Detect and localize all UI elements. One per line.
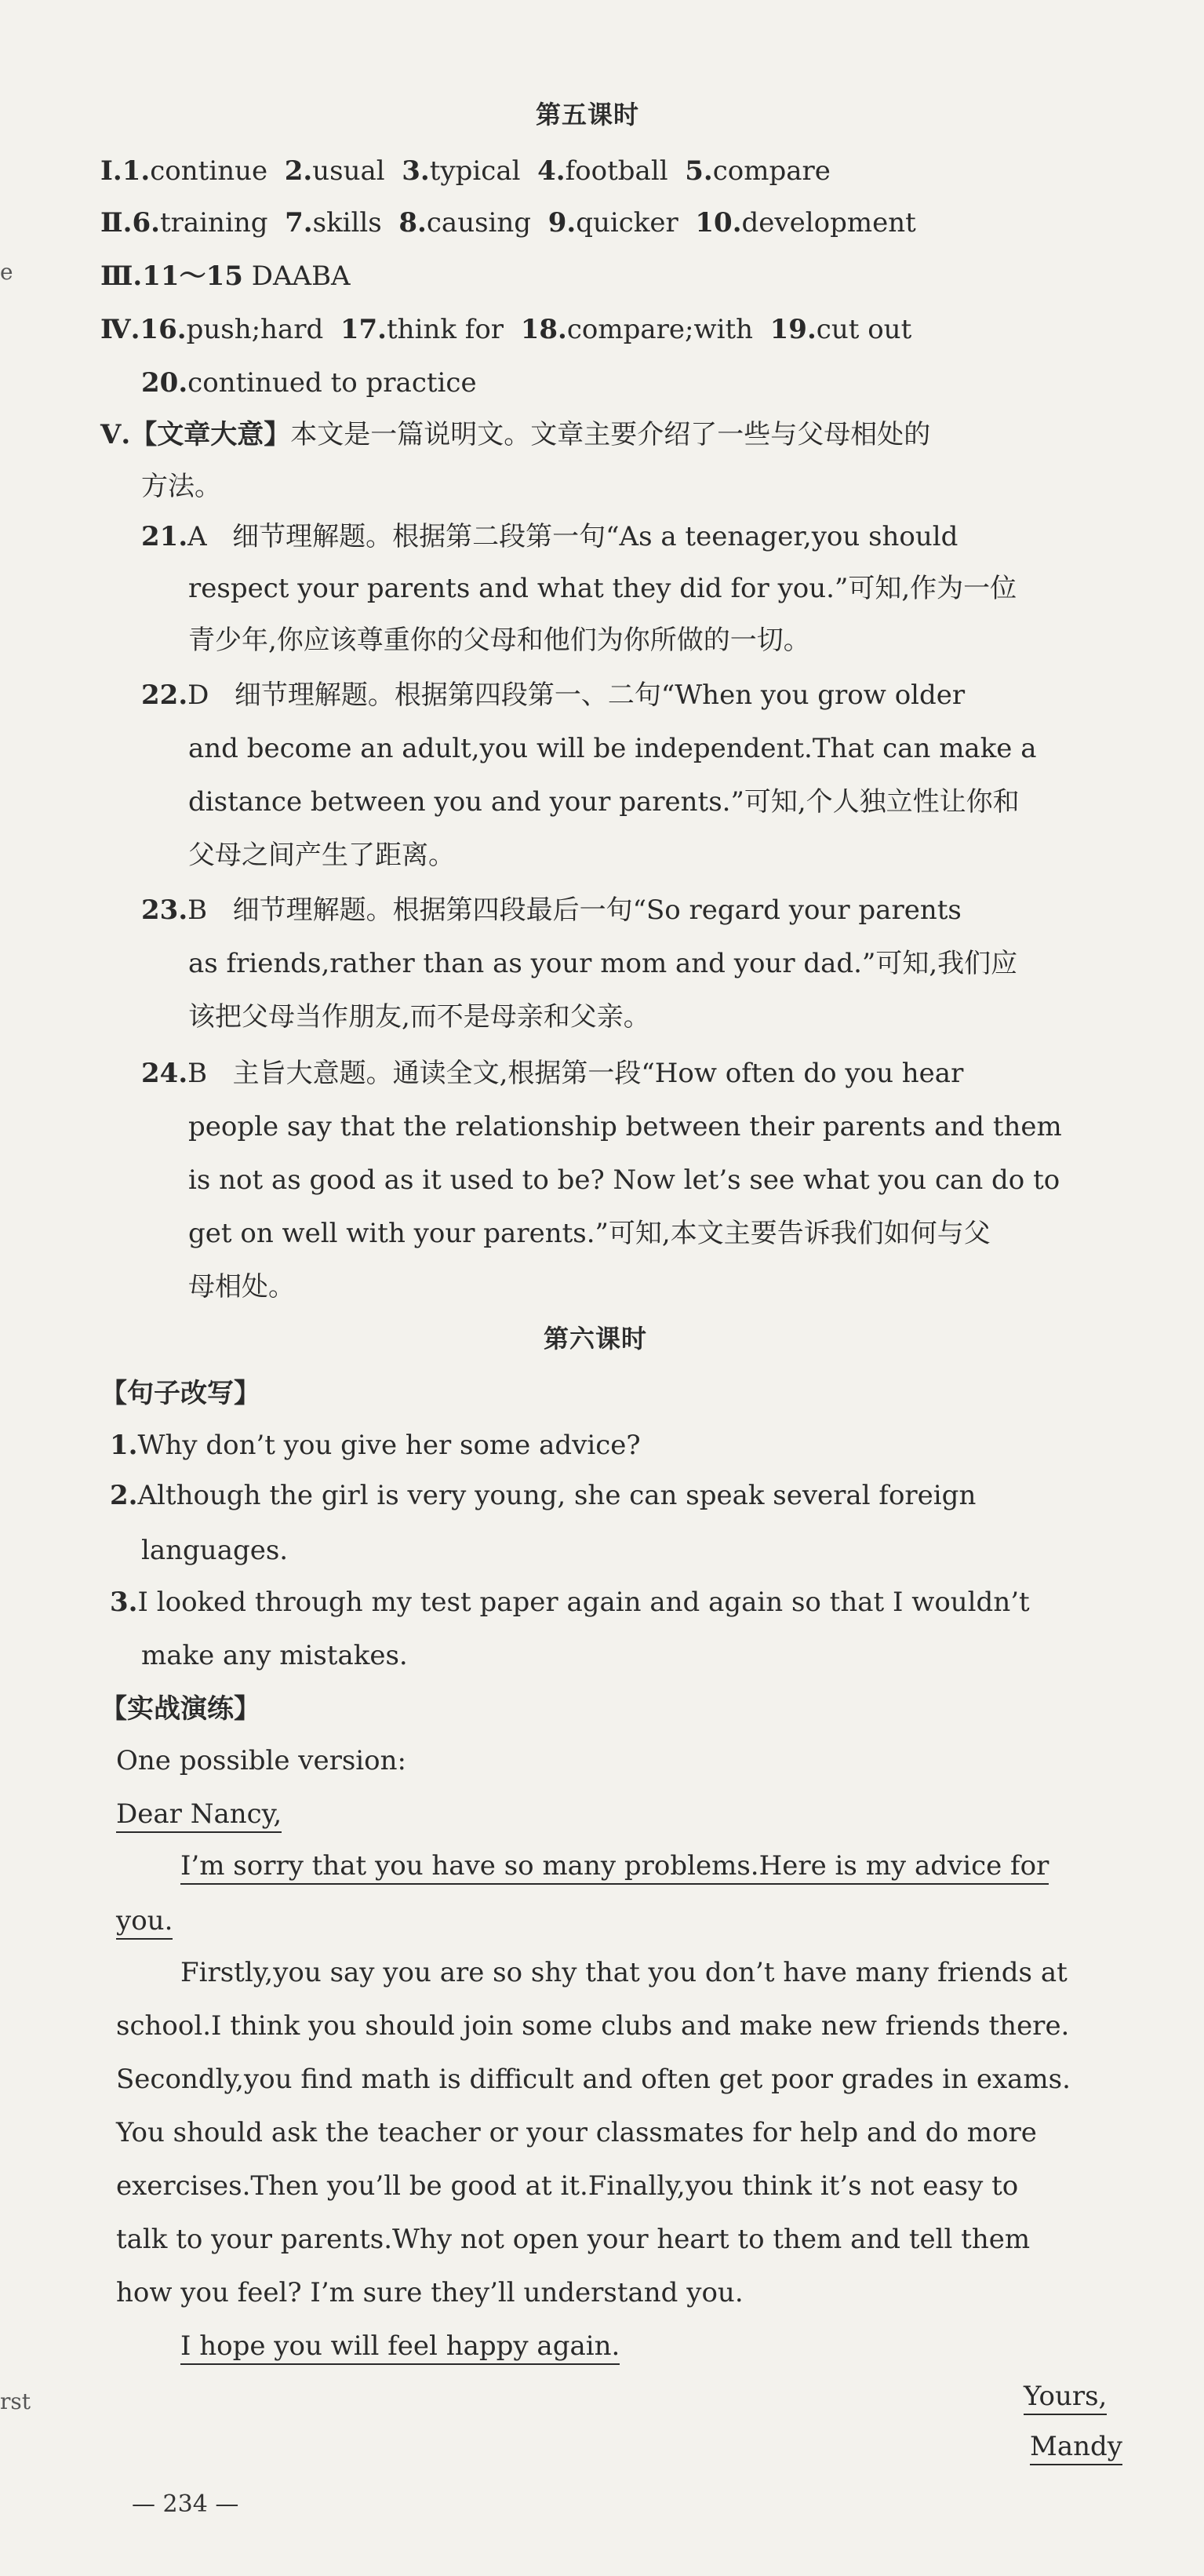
answer-number: 9.: [547, 207, 577, 239]
section-3-label: Ⅲ.: [100, 261, 143, 292]
letter-p3: [180, 2329, 620, 2363]
q24-line-4: get on well with your parents.”可知,本文主要告诉我们如何与父: [188, 1218, 991, 1249]
q23-line-1: [141, 893, 962, 927]
answer-text: continue: [150, 155, 268, 187]
letter-signature: [1030, 2429, 1122, 2464]
sentence-text: Why don’t you give her some advice?: [137, 1430, 641, 1461]
answer-text: causing: [426, 207, 532, 239]
section-5-summary: [100, 417, 930, 452]
section-5-summary-cont: 方法。: [141, 471, 221, 502]
q21-line-1: [141, 519, 958, 554]
rewrite-2-line-2: languages.: [141, 1535, 289, 1566]
answer-number: 16.: [140, 314, 187, 345]
answer-text: cut out: [816, 314, 912, 345]
section-4-label: Ⅳ.: [100, 314, 140, 345]
rewrite-2-line-1: [110, 1478, 976, 1513]
question-number: 24.: [141, 1058, 188, 1089]
answer-number: 7.: [285, 207, 313, 239]
answer-text: quicker: [576, 207, 678, 239]
question-answer: B: [187, 1058, 208, 1089]
sentence-number: 1.: [110, 1430, 138, 1461]
section-3-line: [100, 259, 351, 293]
sentence-number: 2.: [110, 1480, 138, 1511]
question-number: 21.: [141, 521, 188, 552]
explanation-text: 细节理解题。根据第二段第一句“As a teenager,you should: [232, 521, 958, 552]
answer-text: compare;with: [566, 314, 754, 345]
answer-number: 4.: [537, 155, 566, 187]
section-4-line: [100, 312, 911, 347]
section-2-label: Ⅱ.: [100, 207, 133, 239]
letter-p2-line-1: Firstly,you say you are so shy that you don’t have many friends at: [180, 1957, 1068, 1988]
letter-p2-line-2: school.I think you should join some clubs and make new friends there.: [116, 2010, 1070, 2042]
answer-number: 10.: [695, 207, 742, 239]
practice-heading: 【实战演练】: [100, 1693, 260, 1725]
answer-number: 6.: [132, 207, 160, 239]
closing-text: Yours,: [1024, 2381, 1107, 2415]
section-2-line: [100, 206, 916, 240]
lesson5-title: 第五课时: [536, 100, 640, 129]
question-number: 23.: [141, 894, 188, 926]
salutation-text: Dear Nancy,: [116, 1798, 282, 1833]
q24-line-5: 母相处。: [188, 1271, 295, 1303]
explanation-text: 细节理解题。根据第四段最后一句“So regard your parents: [232, 894, 962, 926]
sentence-text: Although the girl is very young, she can speak several foreign: [137, 1480, 977, 1511]
answer-text: skills: [312, 207, 382, 239]
answer-text: compare: [712, 155, 831, 187]
answer-number: 8.: [398, 207, 427, 239]
explanation-text: 主旨大意题。通读全文,根据第一段“How often do you hear: [232, 1058, 964, 1089]
p3-text: I hope you will feel happy again.: [180, 2330, 620, 2365]
letter-p1-line-1: [180, 1849, 1049, 1883]
signature-text: Mandy: [1030, 2431, 1122, 2465]
q22-line-1: [141, 678, 965, 712]
margin-fragment-e: e: [0, 259, 13, 285]
section-1-label: Ⅰ.: [100, 155, 122, 187]
answer-number: 5.: [685, 155, 713, 187]
p1-text: you.: [116, 1905, 173, 1940]
letter-p2-line-7: how you feel? I’m sure they’ll understand you.: [116, 2277, 744, 2308]
section-5-label: Ⅴ.: [100, 419, 131, 450]
practice-intro: One possible version:: [116, 1745, 406, 1776]
article-summary-tag: 【文章大意】: [130, 419, 291, 450]
q22-line-2: and become an adult,you will be independent.That can make a: [188, 733, 1037, 764]
q23-line-2: as friends,rather than as your mom and your dad.”可知,我们应: [188, 948, 1018, 979]
question-answer: B: [187, 894, 208, 926]
q24-line-1: [141, 1056, 963, 1091]
letter-salutation: [116, 1797, 282, 1831]
question-number: 22.: [141, 680, 188, 711]
answer-text: push;hard: [186, 314, 324, 345]
summary-text: 本文是一篇说明文。文章主要介绍了一些与父母相处的: [290, 419, 931, 450]
letter-p2-line-3: Secondly,you find math is difficult and often get poor grades in exams.: [116, 2064, 1071, 2095]
sentence-text: I looked through my test paper again and again so that I wouldn’t: [137, 1587, 1030, 1618]
rewrite-3-line-1: [110, 1585, 1030, 1620]
answer-text: development: [741, 207, 916, 239]
letter-p2-line-6: talk to your parents.Why not open your heart to them and tell them: [116, 2224, 1031, 2255]
q21-line-3: 青少年,你应该尊重你的父母和他们为你所做的一切。: [188, 625, 810, 656]
answer-text: typical: [429, 155, 521, 187]
answer-number: 20.: [141, 367, 188, 399]
answer-number: 18.: [520, 314, 567, 345]
answer-number: 3.: [402, 155, 430, 187]
q24-line-2: people say that the relationship between their parents and them: [188, 1111, 1062, 1142]
letter-p2-line-5: exercises.Then you’ll be good at it.Finally,you think it’s not easy to: [116, 2170, 1019, 2202]
answer-number: 2.: [284, 155, 313, 187]
q21-line-2: respect your parents and what they did for you.”可知,作为一位: [188, 573, 1017, 604]
letter-p2-line-4: You should ask the teacher or your classmates for help and do more: [116, 2117, 1037, 2148]
rewrite-3-line-2: make any mistakes.: [141, 1640, 408, 1671]
answer-text: usual: [312, 155, 385, 187]
answer-text: think for: [387, 314, 504, 345]
margin-fragment-rst: rst: [0, 2388, 31, 2414]
answer-letters: DAABA: [251, 261, 351, 292]
lesson6-title: 第六课时: [544, 1324, 648, 1354]
answer-number: 17.: [340, 314, 387, 345]
section-4-line-2: [141, 366, 477, 400]
q22-line-4: 父母之间产生了距离。: [188, 840, 455, 871]
sentence-rewrite-heading: 【句子改写】: [100, 1378, 260, 1409]
question-answer: D: [187, 680, 209, 711]
sentence-number: 3.: [110, 1587, 138, 1618]
question-answer: A: [187, 521, 207, 552]
rewrite-1-line-1: [110, 1428, 641, 1463]
answer-range: 11～15: [142, 261, 243, 292]
q22-line-3: distance between you and your parents.”可知,个人独立性让你和: [188, 786, 1020, 818]
page-number: — 234 —: [132, 2490, 239, 2518]
answer-text: continued to practice: [187, 367, 477, 399]
section-1-line: [100, 154, 831, 188]
answer-number: 1.: [122, 155, 151, 187]
q24-line-3: is not as good as it used to be? Now let’s see what you can do to: [188, 1164, 1060, 1196]
answer-text: training: [160, 207, 268, 239]
answer-number: 19.: [769, 314, 817, 345]
explanation-text: 细节理解题。根据第四段第一、二句“When you grow older: [234, 680, 966, 711]
answer-text: football: [565, 155, 668, 187]
q23-line-3: 该把父母当作朋友,而不是母亲和父亲。: [188, 1001, 650, 1033]
letter-p1-line-2: [116, 1904, 173, 1938]
letter-closing: [1024, 2379, 1107, 2414]
p1-text: I’m sorry that you have so many problems.Here is my advice for: [180, 1850, 1049, 1885]
